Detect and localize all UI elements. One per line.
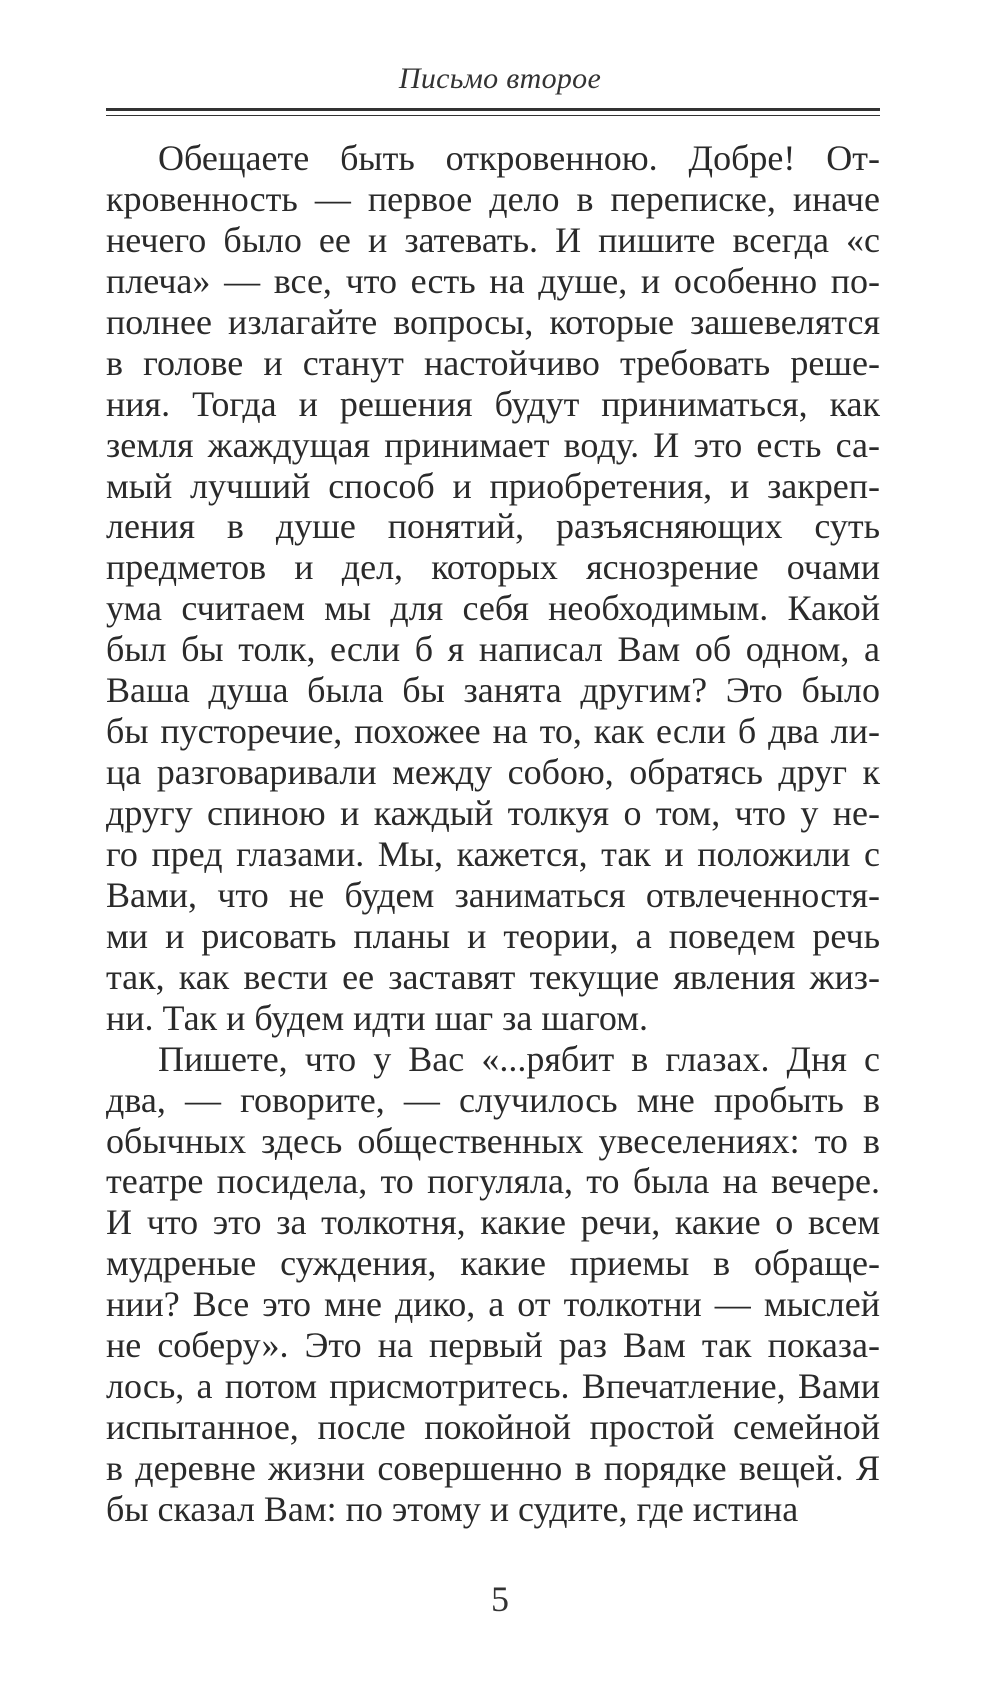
text-line: так, как вести ее заставят текущие явления жиз- bbox=[106, 956, 880, 997]
text-line: ума считаем мы для себя необходимым. Какой bbox=[106, 588, 880, 629]
text-line: земля жаждущая принимает воду. И это есть са- bbox=[106, 424, 880, 465]
text-line: нечего было ее и затевать. И пишите всегда «с bbox=[106, 219, 880, 260]
text-line: в голове и станут настойчиво требовать реше- bbox=[106, 342, 880, 383]
header-rule-thick bbox=[106, 108, 880, 111]
text-line: плеча» — все, что есть на душе, и особенно по- bbox=[106, 260, 880, 301]
text-line: мый лучший способ и приобретения, и закреп- bbox=[106, 465, 880, 506]
text-line: полнее излагайте вопросы, которые зашевелятся bbox=[106, 301, 880, 342]
running-title: Письмо второе bbox=[398, 62, 602, 95]
text-line: два, — говорите, — случилось мне пробыть в bbox=[106, 1079, 880, 1120]
text-line: лось, а потом присмотритесь. Впечатление, Вами bbox=[106, 1366, 880, 1407]
text-line: другу спиною и каждый толкуя о том, что у не- bbox=[106, 793, 880, 833]
text-line: театре посидела, то погуляла, то была на вечере. bbox=[106, 1161, 880, 1202]
text-line: Ваша душа была бы занята другим? Это было bbox=[106, 670, 880, 711]
body-text bbox=[106, 138, 880, 1530]
text-line: Пишете, что у Вас «...рябит в глазах. Дня с bbox=[158, 1038, 880, 1079]
text-line: был бы толк, если б я написал Вам об одном, а bbox=[106, 629, 880, 670]
text-line: ца разговаривали между собою, обратясь друг к bbox=[106, 752, 880, 793]
text-line: ления в душе понятий, разъясняющих суть bbox=[106, 506, 880, 547]
text-line: в деревне жизни совершенно в порядке вещей. Я bbox=[106, 1448, 880, 1488]
text-line: го пред глазами. Мы, кажется, так и положили с bbox=[106, 833, 880, 874]
text-line: мудреные суждения, какие приемы в обраще- bbox=[106, 1243, 880, 1284]
text-line: И что это за толкотня, какие речи, какие о всем bbox=[106, 1202, 880, 1243]
text-line: Вами, что не будем заниматься отвлеченностя- bbox=[106, 874, 880, 915]
text-line: ми и рисовать планы и теории, а поведем речь bbox=[106, 915, 880, 956]
text-line: обычных здесь общественных увеселениях: то в bbox=[106, 1120, 880, 1161]
text-line: кровенность — первое дело в переписке, иначе bbox=[106, 178, 880, 219]
text-line: бы пусторечие, похожее на то, как если б два ли- bbox=[106, 711, 880, 752]
text-line: бы сказал Вам: по этому и судите, где истина bbox=[106, 1488, 799, 1529]
page-number: 5 bbox=[491, 1579, 509, 1619]
text-line: предметов и дел, которых яснозрение очами bbox=[106, 547, 880, 588]
text-line: ни. Так и будем идти шаг за шагом. bbox=[106, 997, 649, 1038]
text-line: Обещаете быть откровенною. Добре! От- bbox=[158, 138, 880, 178]
text-line: испытанное, после покойной простой семейной bbox=[106, 1407, 880, 1448]
text-line: нии? Все это мне дико, а от толкотни — мыслей bbox=[106, 1284, 880, 1325]
text-line: не соберу». Это на первый раз Вам так показа- bbox=[106, 1325, 880, 1366]
header-rule-thin bbox=[106, 115, 880, 116]
text-line: ния. Тогда и решения будут приниматься, как bbox=[106, 383, 880, 424]
